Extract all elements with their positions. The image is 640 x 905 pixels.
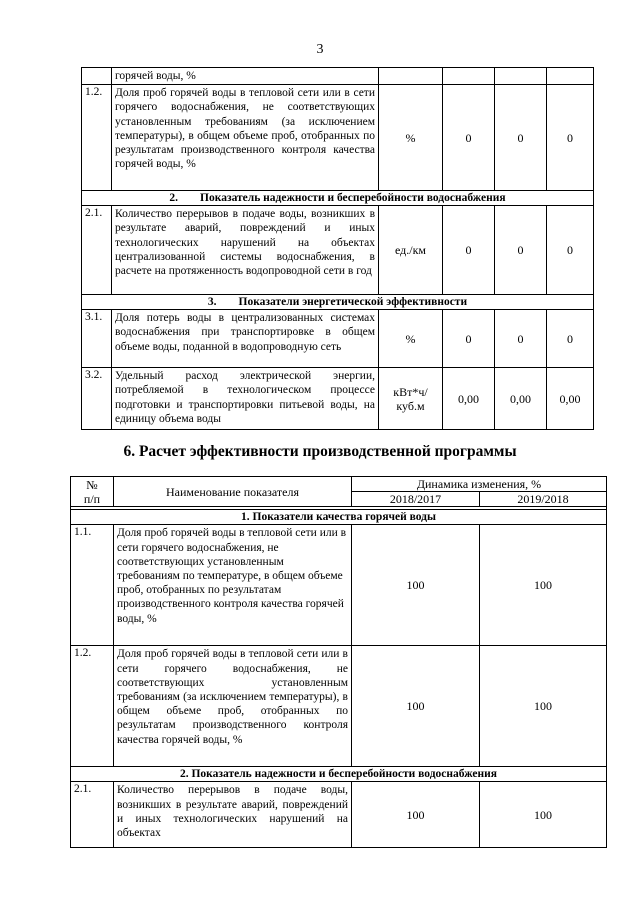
- row-text: Доля проб горячей воды в тепловой сети или в сети горячего водоснабжения, не соответствующих установленным требованиям (за исключением температуры), в общем объеме проб, отобранных по результатам производственного контроля качества горячей воды, %: [112, 85, 379, 191]
- row-value: 0: [443, 206, 495, 295]
- row-value: 100: [480, 782, 607, 848]
- row-text: Количество перерывов в подаче воды, возникших в результате аварий, повреждений и иных технологических нарушений на объектах: [114, 782, 352, 848]
- header-num: № п/п: [71, 477, 114, 507]
- table-row: [71, 646, 607, 767]
- row-unit: кВт*ч/ куб.м: [379, 368, 443, 430]
- section-title: 1. Показатели качества горячей воды: [71, 510, 607, 525]
- efficiency-table: [70, 476, 607, 848]
- row-text: горячей воды, %: [112, 68, 379, 85]
- header-dynamics: Динамика изменения, %: [352, 477, 607, 492]
- row-number: 1.2.: [82, 85, 112, 191]
- row-text: Количество перерывов в подаче воды, возникших в результате аварий, повреждений и иных технологических нарушений на объектах централизованной системы водоснабжения, в расчете на протяженность водопроводной сети в год: [112, 206, 379, 295]
- row-value: 0: [495, 85, 547, 191]
- row-value: 100: [480, 646, 607, 767]
- section-row: [71, 767, 607, 782]
- indicators-table: [81, 67, 594, 430]
- header-col2: 2019/2018: [480, 492, 607, 507]
- row-value: 0: [495, 310, 547, 368]
- row-unit: %: [379, 310, 443, 368]
- row-number: 1.2.: [71, 646, 114, 767]
- row-number: 3.2.: [82, 368, 112, 430]
- header-name: Наименование показателя: [114, 477, 352, 507]
- row-value: 0: [443, 85, 495, 191]
- row-value: 100: [352, 525, 480, 646]
- row-number: 1.1.: [71, 525, 114, 646]
- table-row: [82, 68, 594, 85]
- table-row: [82, 85, 594, 191]
- row-value: 0,00: [443, 368, 495, 430]
- header-row: [71, 477, 607, 492]
- row-value: 0: [547, 310, 594, 368]
- table-row: [82, 206, 594, 295]
- section-row: [82, 295, 594, 310]
- section-row: [82, 191, 594, 206]
- page-number: 3: [316, 42, 324, 57]
- section-title: 2. Показатель надежности и бесперебойности водоснабжения: [71, 767, 607, 782]
- row-number: 2.1.: [82, 206, 112, 295]
- row-value: 0: [547, 206, 594, 295]
- row-value: 0,00: [547, 368, 594, 430]
- section-heading: 6. Расчет эффективности производственной программы: [123, 443, 517, 460]
- row-value: 0: [443, 310, 495, 368]
- header-col1: 2018/2017: [352, 492, 480, 507]
- row-value: 0: [495, 206, 547, 295]
- row-unit: ед./км: [379, 206, 443, 295]
- section-row: [71, 510, 607, 525]
- table-row: [71, 782, 607, 848]
- row-value: 0,00: [495, 368, 547, 430]
- row-number: 3.1.: [82, 310, 112, 368]
- row-value: 100: [352, 646, 480, 767]
- row-text: Доля потерь воды в централизованных системах водоснабжения при транспортировке в общем объеме воды, поданной в водопроводную сеть: [112, 310, 379, 368]
- row-value: 100: [480, 525, 607, 646]
- section-title: 2. Показатель надежности и бесперебойности водоснабжения: [82, 191, 594, 206]
- table-row: [82, 368, 594, 430]
- row-number: [82, 68, 112, 85]
- row-value: 0: [547, 85, 594, 191]
- row-unit: %: [379, 85, 443, 191]
- row-text: Доля проб горячей воды в тепловой сети или в сети горячего водоснабжения, не соответствующих установленным требованиям по температуре, в общем объеме проб, отобранных по результатам производственного контроля качества горячей воды, %: [114, 525, 352, 646]
- row-number: 2.1.: [71, 782, 114, 848]
- table-row: [82, 310, 594, 368]
- row-text: Доля проб горячей воды в тепловой сети или в сети горячего водоснабжения, не соответствующих установленным требованиям (за исключением температуры), в общем объеме проб, отобранных по результатам производственного контроля качества горячей воды, %: [114, 646, 352, 767]
- section-title: 3. Показатели энергетической эффективности: [82, 295, 594, 310]
- row-value: 100: [352, 782, 480, 848]
- row-text: Удельный расход электрической энергии, потребляемой в технологическом процессе подготовки и транспортировки питьевой воды, на единицу объема воды: [112, 368, 379, 430]
- table-row: [71, 525, 607, 646]
